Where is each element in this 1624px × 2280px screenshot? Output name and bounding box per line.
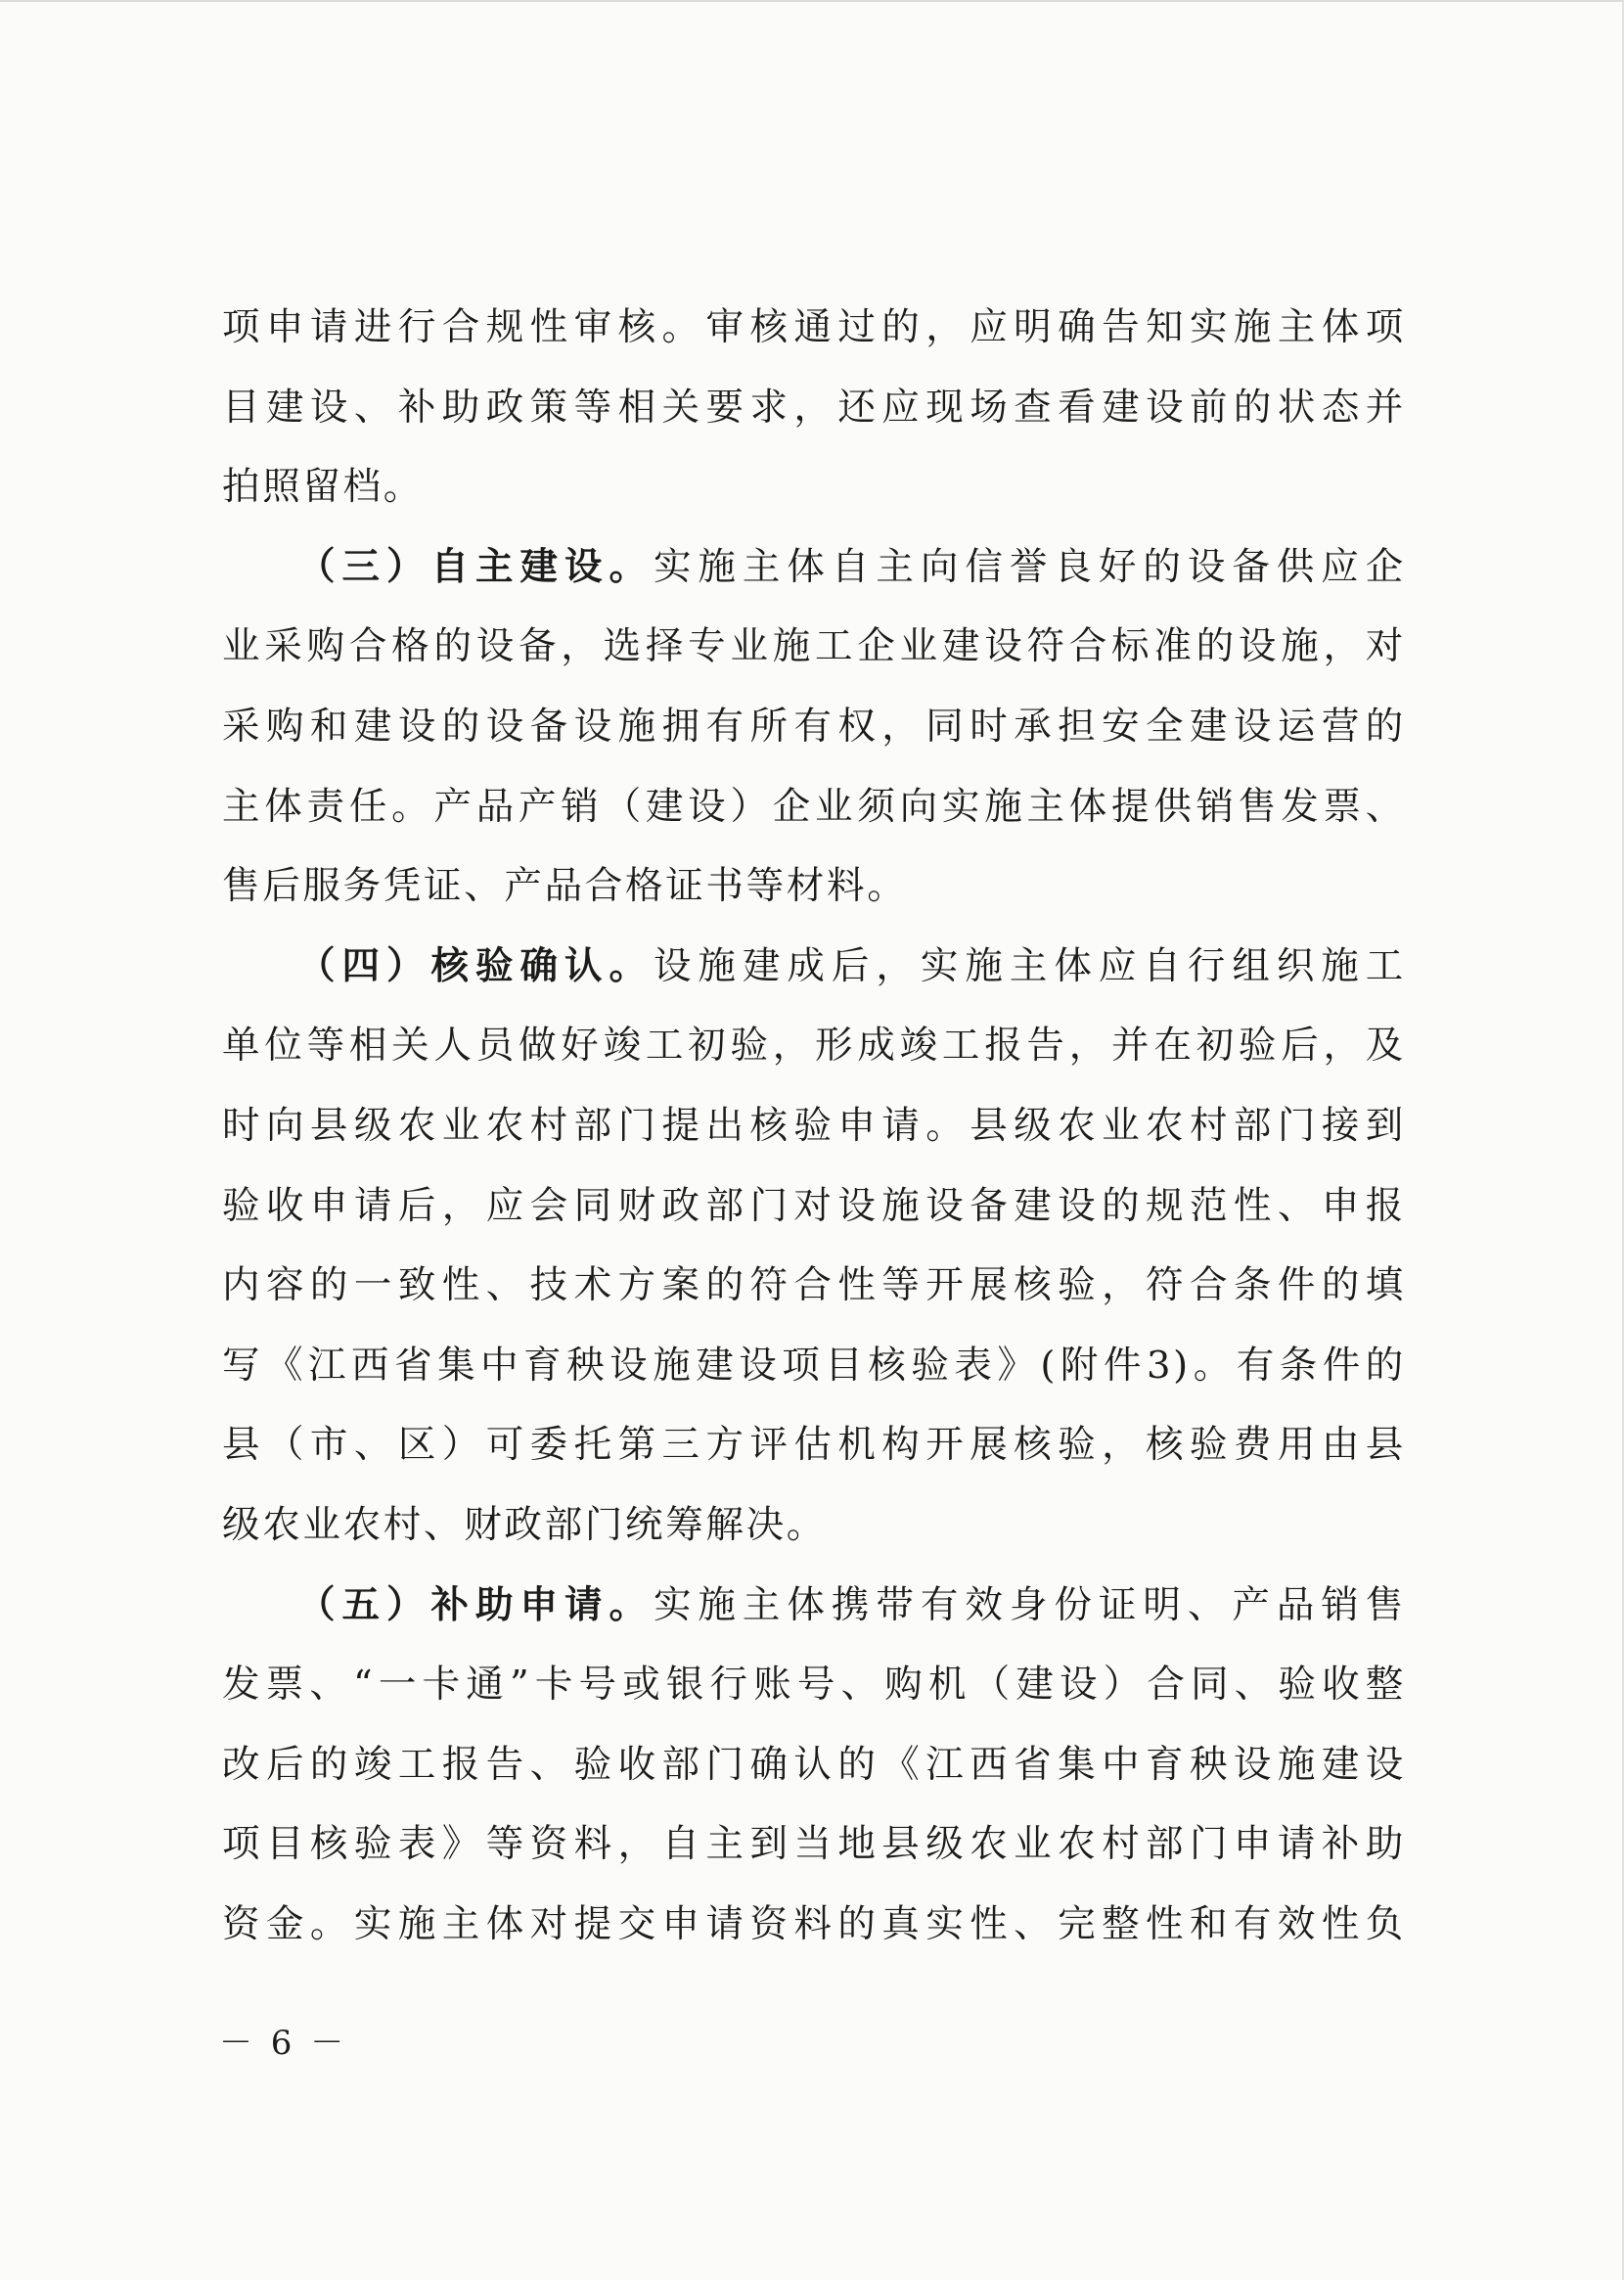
section-heading-4: （四）核验确认。 [297,943,654,988]
text-line: 单位等相关人员做好竣工初验，形成竣工报告，并在初验后，及 [222,1024,1406,1069]
text-line: 发票、“一卡通”卡号或银行账号、购机（建设）合同、验收整 [222,1663,1406,1708]
text-line: 县（市、区）可委托第三方评估机构开展核验，核验费用由县 [222,1423,1406,1468]
text-line: 资金。实施主体对提交申请资料的真实性、完整性和有效性负 [222,1901,1406,1946]
text-line: 写《江西省集中育秧设施建设项目核验表》(附件3)。有条件的 [222,1343,1406,1388]
text-line: 拍照留档。 [222,465,425,510]
text-line: 验收申请后，应会同财政部门对设施设备建设的规范性、申报 [222,1183,1406,1228]
page-number: － 6 － [219,2024,348,2063]
text-line: 售后服务凭证、产品合格证书等材料。 [222,864,908,909]
text-line: 时向县级农业农村部门提出核验申请。县级农业农村部门接到 [222,1103,1406,1148]
section-heading-3: （三）自主建设。 [297,544,654,589]
text-line: 项目核验表》等资料，自主到当地县级农业农村部门申请补助 [222,1822,1406,1867]
text-line: 改后的竣工报告、验收部门确认的《江西省集中育秧设施建设 [222,1742,1406,1787]
text-line: 业采购合格的设备，选择专业施工企业建设符合标准的设施，对 [222,624,1406,669]
text-line: 采购和建设的设备设施拥有所有权，同时承担安全建设运营的 [222,704,1406,749]
text-line: 实施主体自主向信誉良好的设备供应企 [653,544,1406,589]
paragraph-4-first-line [222,927,1406,1007]
section-heading-5: （五）补助申请。 [297,1582,654,1627]
paragraph-3-first-line [222,527,1406,608]
text-line: 实施主体携带有效身份证明、产品销售 [653,1582,1406,1627]
text-line: 级农业农村、财政部门统筹解决。 [222,1502,828,1547]
paragraph-5-first-line [222,1566,1406,1646]
text-line: 目建设、补助政策等相关要求，还应现场查看建设前的状态并 [222,385,1406,430]
body-text [222,288,1406,1964]
text-line: 项申请进行合规性审核。审核通过的，应明确告知实施主体项 [222,305,1406,349]
text-line: 设施建成后，实施主体应自行组织施工 [653,943,1406,988]
text-line: 主体责任。产品产销（建设）企业须向实施主体提供销售发票、 [222,784,1406,829]
text-line: 内容的一致性、技术方案的符合性等开展核验，符合条件的填 [222,1263,1406,1308]
